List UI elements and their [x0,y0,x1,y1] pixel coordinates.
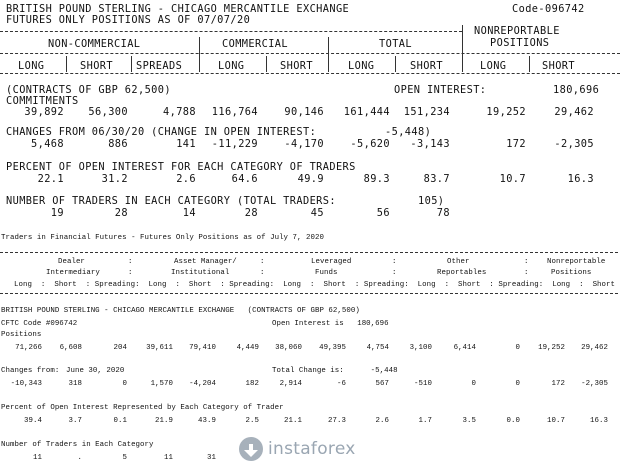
percent-value: 1.7 [418,417,432,425]
contracts-label: (CONTRACTS OF GBP 62,500) [6,84,171,96]
sub-header-label: SPREADS [136,60,183,72]
divider [0,252,618,253]
commitment-value: 56,300 [88,106,128,118]
column-divider [66,56,67,72]
divider [0,73,620,74]
change-value: -4,204 [189,380,216,388]
change-value: -3,143 [410,138,450,150]
group-header-total: TOTAL [379,38,412,50]
percent-value: 2.5 [245,417,259,425]
change-value: 0 [471,380,476,388]
commitment-value: 4,788 [163,106,196,118]
commitment-value: 29,462 [554,106,594,118]
position-value: 71,266 [15,344,42,352]
percent-label: PERCENT OF OPEN INTEREST FOR EACH CATEGORY OF TRADERS [6,161,356,173]
nonreportable-header: NONREPORTABLE [474,25,560,37]
category-header: Reportables [437,269,487,277]
percent-value: 2.6 [375,417,389,425]
trader-count: 45 [310,207,324,219]
category-header: Funds [315,269,338,277]
traders-label: NUMBER OF TRADERS IN EACH CATEGORY (TOTAL TRADERS: [6,195,336,207]
change-value: 2,914 [279,380,302,388]
percent-value: 64.6 [231,173,258,185]
commitments-label: COMMITMENTS [6,95,79,107]
colon-separator: : [524,269,529,277]
category-header: Asset Manager/ [174,258,237,266]
sub-header-label: LONG [18,60,45,72]
percent-value: 3.7 [68,417,82,425]
commitment-value: 161,444 [343,106,390,118]
report-code: Code-096742 [512,3,585,15]
change-value: 5,468 [31,138,64,150]
position-value: 79,410 [189,344,216,352]
column-divider [328,56,329,72]
percent-value: 27.3 [328,417,346,425]
category-header: Institutional [171,269,230,277]
trader-count: 11 [164,454,173,462]
cftc-code: CFTC Code #096742 [1,320,78,328]
column-divider [395,56,396,72]
change-value: 182 [245,380,259,388]
open-interest-label: OPEN INTEREST: [394,84,487,96]
change-value: -2,305 [581,380,608,388]
change-value: -11,229 [211,138,258,150]
trader-count: 28 [244,207,258,219]
group-header-commercial: COMMERCIAL [222,38,288,50]
position-value: 19,252 [538,344,565,352]
report-title: BRITISH POUND STERLING - CHICAGO MERCANTILE EXCHANGE [6,3,350,15]
percent-value: 16.3 [567,173,594,185]
trader-count: 31 [207,454,216,462]
changes-date: June 30, 2020 [66,367,125,375]
traders-total: 105) [418,195,445,207]
tff-title: Traders in Financial Futures - Futures Only Positions as of July 7, 2020 [1,234,324,242]
position-value: 49,395 [319,344,346,352]
position-value: 0 [515,344,520,352]
colon-separator: : [260,258,265,266]
change-value: -510 [414,380,432,388]
open-interest-value: 180,696 [553,84,600,96]
percent-value: 2.6 [176,173,196,185]
sub-header-label: SHORT [280,60,313,72]
percent-value: 0.0 [506,417,520,425]
position-value: 6,414 [453,344,476,352]
change-value: 172 [551,380,565,388]
change-value: -2,305 [554,138,594,150]
colon-separator: : [392,269,397,277]
commitment-value: 116,764 [211,106,258,118]
position-value: 4,449 [236,344,259,352]
position-value: 3,100 [409,344,432,352]
sub-header-label: SHORT [542,60,575,72]
commitment-value: 151,234 [403,106,450,118]
trader-count: . [77,454,82,462]
category-header: Nonreportable [547,258,606,266]
percent-value: 0.1 [113,417,127,425]
position-value: 39,611 [146,344,173,352]
sub-header-label: SHORT [410,60,443,72]
instaforex-logo-icon [238,436,264,462]
changes-label: Changes from: [1,367,60,375]
change-value: 567 [375,380,389,388]
percent-value: 22.1 [37,173,64,185]
percent-label: Percent of Open Interest Represented by Each Category of Trader [1,404,284,412]
position-value: 6,608 [59,344,82,352]
category-header: Other [447,258,470,266]
percent-value: 21.9 [155,417,173,425]
report-subtitle: FUTURES ONLY POSITIONS AS OF 07/07/20 [6,14,251,26]
category-header: Leveraged [311,258,352,266]
change-value: 318 [68,380,82,388]
percent-value: 43.9 [198,417,216,425]
total-change: Total Change is: -5,448 [272,367,398,375]
commitment-value: 19,252 [486,106,526,118]
column-divider [529,56,530,72]
percent-value: 16.3 [590,417,608,425]
position-value: 29,462 [581,344,608,352]
divider [0,293,618,294]
position-value: 204 [113,344,127,352]
trader-count: 11 [33,454,42,462]
colon-separator: : [524,258,529,266]
colon-separator: : [128,269,133,277]
column-divider [199,56,200,72]
change-value: 0 [515,380,520,388]
percent-value: 83.7 [423,173,450,185]
sub-header-label: LONG [218,60,245,72]
divider [0,53,620,54]
change-value: -6 [337,380,346,388]
colon-separator: : [128,258,133,266]
colon-separator: : [260,269,265,277]
sub-header-label: LONG [480,60,507,72]
sub-header-label: LONG [348,60,375,72]
change-value: 886 [108,138,128,150]
sub-header-label: SHORT [80,60,113,72]
category-header: Intermediary [46,269,100,277]
change-value: -4,170 [284,138,324,150]
trader-count: 19 [50,207,64,219]
trader-count: 5 [122,454,127,462]
percent-value: 21.1 [284,417,302,425]
position-value: 4,754 [366,344,389,352]
change-value: 172 [506,138,526,150]
divider [0,31,462,32]
open-interest: Open Interest is 180,696 [272,320,389,328]
changes-open-interest: -5,448) [385,126,432,138]
column-divider [462,56,463,72]
commitment-value: 39,892 [24,106,64,118]
trader-count: 28 [114,207,128,219]
percent-value: 3.5 [462,417,476,425]
percent-value: 10.7 [547,417,565,425]
change-value: 1,570 [150,380,173,388]
commitment-value: 90,146 [284,106,324,118]
change-value: -10,343 [10,380,42,388]
traders-label: Number of Traders in Each Category [1,441,154,449]
position-value: 38,060 [275,344,302,352]
change-value: -5,620 [350,138,390,150]
group-header-noncommercial: NON-COMMERCIAL [48,38,141,50]
percent-value: 49.9 [297,173,324,185]
category-header: Positions [551,269,592,277]
category-header: Dealer [58,258,85,266]
percent-value: 10.7 [499,173,526,185]
percent-value: 31.2 [101,173,128,185]
changes-label: CHANGES FROM 06/30/20 (CHANGE IN OPEN INTEREST: [6,126,317,138]
market-name: BRITISH POUND STERLING - CHICAGO MERCANTILE EXCHANGE (CONTRACTS OF GBP 62,500) [1,307,360,315]
column-divider [266,56,267,72]
percent-value: 39.4 [24,417,42,425]
positions-label: Positions [1,331,42,339]
change-value: 0 [122,380,127,388]
percent-value: 89.3 [363,173,390,185]
change-value: 141 [176,138,196,150]
trader-count: 14 [182,207,196,219]
column-divider [131,56,132,72]
colon-separator: : [392,258,397,266]
column-header-row: Long : Short : Spreading: Long : Short : Spreading: Long : Short : Spreading: Long : Short : Spreading: Long : Short [14,281,616,289]
trader-count: 56 [376,207,390,219]
nonreportable-header: POSITIONS [490,37,550,49]
watermark-text: instaforex [268,439,356,459]
trader-count: 78 [436,207,450,219]
